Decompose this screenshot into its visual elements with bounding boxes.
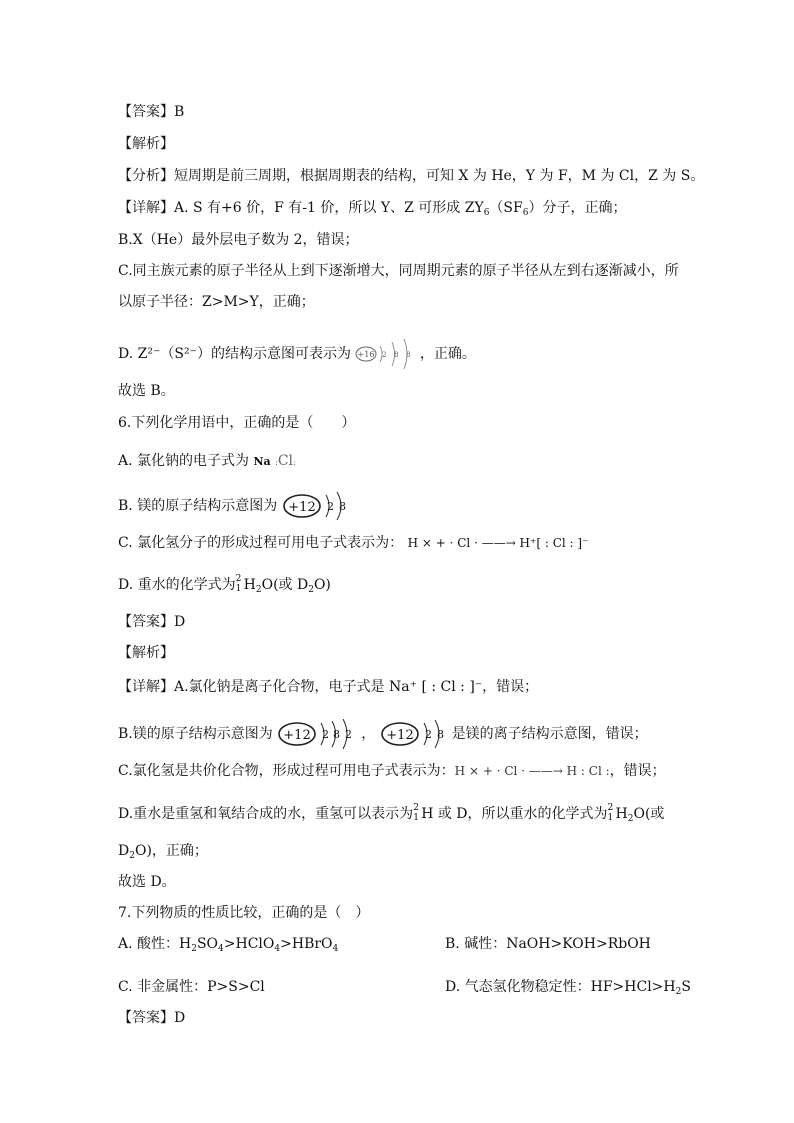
magnesium-ion-diagram	[380, 719, 452, 749]
detail-d-text: ，正确。	[419, 346, 476, 362]
shell-2-count: 8	[333, 728, 341, 741]
option-a-text: >HBrO	[280, 936, 333, 952]
q5-detail-c1: C.同主族元素的原子半径从上到下逐渐增大，同周期元素的原子半径从左到右逐渐减小，所	[118, 263, 679, 279]
mass-number: 2	[607, 803, 614, 813]
mass-number: 2	[235, 574, 242, 584]
option-c-text: C. 氯化氢分子的形成过程可用电子式表示为：	[118, 535, 404, 551]
isotope-notation	[236, 575, 244, 593]
atomic-number: 1	[413, 813, 419, 823]
q5-conclusion: 故选 B。	[118, 383, 175, 399]
shell-1-count: 2	[424, 728, 432, 741]
q5-analysis-heading: 【解析】	[118, 136, 174, 152]
detail-d-text: H	[615, 806, 628, 822]
q5-answer-line	[118, 102, 184, 122]
subscript: 2	[627, 814, 634, 824]
shell-2-count: 8	[338, 500, 346, 513]
sulfide-ion-structure-diagram	[355, 337, 415, 371]
option-d-text: O)	[313, 577, 331, 593]
q7-option-a	[118, 934, 338, 959]
nucleus-label: +16	[357, 350, 375, 359]
answer-value: D	[174, 614, 186, 630]
subscript: 2	[675, 987, 682, 997]
isotope-notation	[413, 804, 421, 822]
fenxi-text: 短周期是前三周期，根据周期表的结构，可知 X 为 He，Y 为 F，M 为 Cl，Z 为 S。	[174, 168, 705, 184]
q6-answer-line	[118, 612, 185, 632]
magnesium-atom-diagram	[282, 491, 354, 521]
hcl-formation-equation: H × + · Cl · ——→ H⁺[ : Cl : ]⁻	[407, 536, 589, 550]
formula-cl: Cl	[277, 453, 294, 469]
subscript: 6	[522, 208, 529, 218]
electron-dots: :	[293, 458, 296, 467]
subscript: 2	[129, 851, 135, 861]
q6-stem: 6.下列化学用语中，正确的是（ ）	[118, 415, 356, 431]
option-a-text: A. 氯化钠的电子式为	[118, 453, 250, 469]
q6-detail-d2	[118, 841, 208, 866]
q5-fenxi-line	[118, 166, 704, 186]
option-d-text: D. 气态氢化物稳定性：HF>HCl>H	[445, 979, 676, 995]
detail-tag: 【详解】	[118, 679, 174, 695]
subscript: 4	[274, 944, 281, 954]
q5-detail-a	[118, 198, 626, 223]
hcl-formation-equation: H × + · Cl · ——→ H : Cl :	[454, 764, 610, 778]
subscript: 2	[191, 944, 197, 954]
option-d-text: H	[243, 577, 256, 593]
answer-tag: 【答案】	[118, 104, 174, 120]
magnesium-atom-diagram	[277, 719, 361, 749]
q6-analysis-heading: 【解析】	[118, 645, 174, 661]
shell-1-count: 2	[326, 500, 334, 513]
option-d-text: D. 重水的化学式为	[118, 577, 236, 593]
shell-3-count: 8	[406, 351, 411, 359]
q6-option-a	[118, 451, 296, 473]
subscript: 2	[255, 585, 262, 595]
detail-d-text: O)，正确；	[134, 843, 208, 859]
q5-detail-c2: 以原子半径：Z>M>Y，正确；	[118, 294, 315, 310]
nucleus-label: +12	[283, 728, 311, 743]
detail-d-text: D. Z²⁻（S²⁻）的结构示意图可表示为	[118, 346, 351, 362]
mass-number: 2	[413, 803, 419, 813]
detail-c-text: C.氯化氢是共价化合物，形成过程可用电子式表示为：	[118, 763, 455, 779]
q5-detail-d	[118, 337, 476, 371]
detail-a-text: （SF	[489, 200, 523, 216]
option-b-text: B. 镁的原子结构示意图为	[118, 498, 278, 514]
q6-option-c	[118, 533, 588, 553]
q6-conclusion: 故选 D。	[118, 874, 176, 890]
shell-3-count: 2	[345, 728, 353, 741]
shell-2-count: 8	[394, 351, 399, 359]
option-a-text: SO	[196, 936, 219, 952]
detail-d-text: D	[118, 843, 130, 859]
atomic-number: 1	[235, 584, 242, 594]
q6-detail-c	[118, 761, 666, 781]
subscript: 4	[218, 944, 224, 954]
q6-option-b	[118, 491, 354, 521]
answer-tag: 【答案】	[118, 614, 174, 630]
detail-a-text: ）分子，正确；	[528, 200, 627, 216]
formula-na: Na	[253, 455, 271, 468]
subscript: 6	[483, 208, 490, 218]
fenxi-tag: 【分析】	[118, 168, 174, 184]
detail-b-text: ，	[361, 726, 376, 742]
q7-option-d	[445, 977, 691, 1002]
subscript: 2	[308, 585, 314, 595]
q6-detail-b	[118, 719, 648, 749]
nucleus-label: +12	[287, 500, 316, 515]
q7-stem: 7.下列物质的性质比较，正确的是（ ）	[118, 905, 370, 921]
option-d-text: S	[681, 979, 691, 995]
q7-option-c: C. 非金属性：P>S>Cl	[118, 979, 265, 995]
isotope-notation	[608, 804, 616, 822]
option-a-text: >HClO	[223, 936, 275, 952]
detail-tag: 【详解】	[118, 200, 174, 216]
detail-d-text: H 或 D，所以重水的化学式为	[421, 806, 608, 822]
q5-detail-b: B.X（He）最外层电子数为 2，错误；	[118, 232, 359, 248]
detail-d-text: D.重水是重氢和氧结合成的水，重氢可以表示为	[118, 806, 414, 822]
option-a-text: A. 酸性：H	[118, 936, 192, 952]
detail-a-text: A.氯化钠是离子化合物，电子式是 Na⁺ [ : Cl : ]⁻，错误；	[174, 679, 539, 695]
shell-2-count: 8	[436, 728, 444, 741]
electron-dots: :	[275, 458, 278, 467]
detail-b-text: B.镁的原子结构示意图为	[118, 726, 273, 742]
q6-option-d	[118, 575, 331, 600]
nucleus-label: +12	[385, 728, 414, 743]
detail-c-text: ，错误；	[609, 763, 666, 779]
atomic-number: 1	[607, 813, 614, 823]
subscript: 4	[332, 944, 339, 954]
answer-value: B	[174, 104, 185, 120]
detail-a-text: A. S 有+6 价，F 有-1 价，所以 Y、Z 可形成 ZY	[174, 200, 484, 216]
detail-b-text: 是镁的离子结构示意图，错误；	[451, 726, 648, 742]
q7-answer-line	[118, 1008, 185, 1028]
shell-1-count: 2	[382, 351, 387, 359]
answer-value: D	[174, 1010, 186, 1026]
q6-detail-d1	[118, 804, 664, 829]
q6-detail-a	[118, 677, 538, 697]
option-d-text: O(或 D	[261, 577, 309, 593]
q7-option-b: B. 碱性：NaOH>KOH>RbOH	[445, 936, 651, 952]
detail-d-text: O(或	[633, 806, 665, 822]
answer-tag: 【答案】	[118, 1010, 174, 1026]
shell-1-count: 2	[322, 728, 330, 741]
